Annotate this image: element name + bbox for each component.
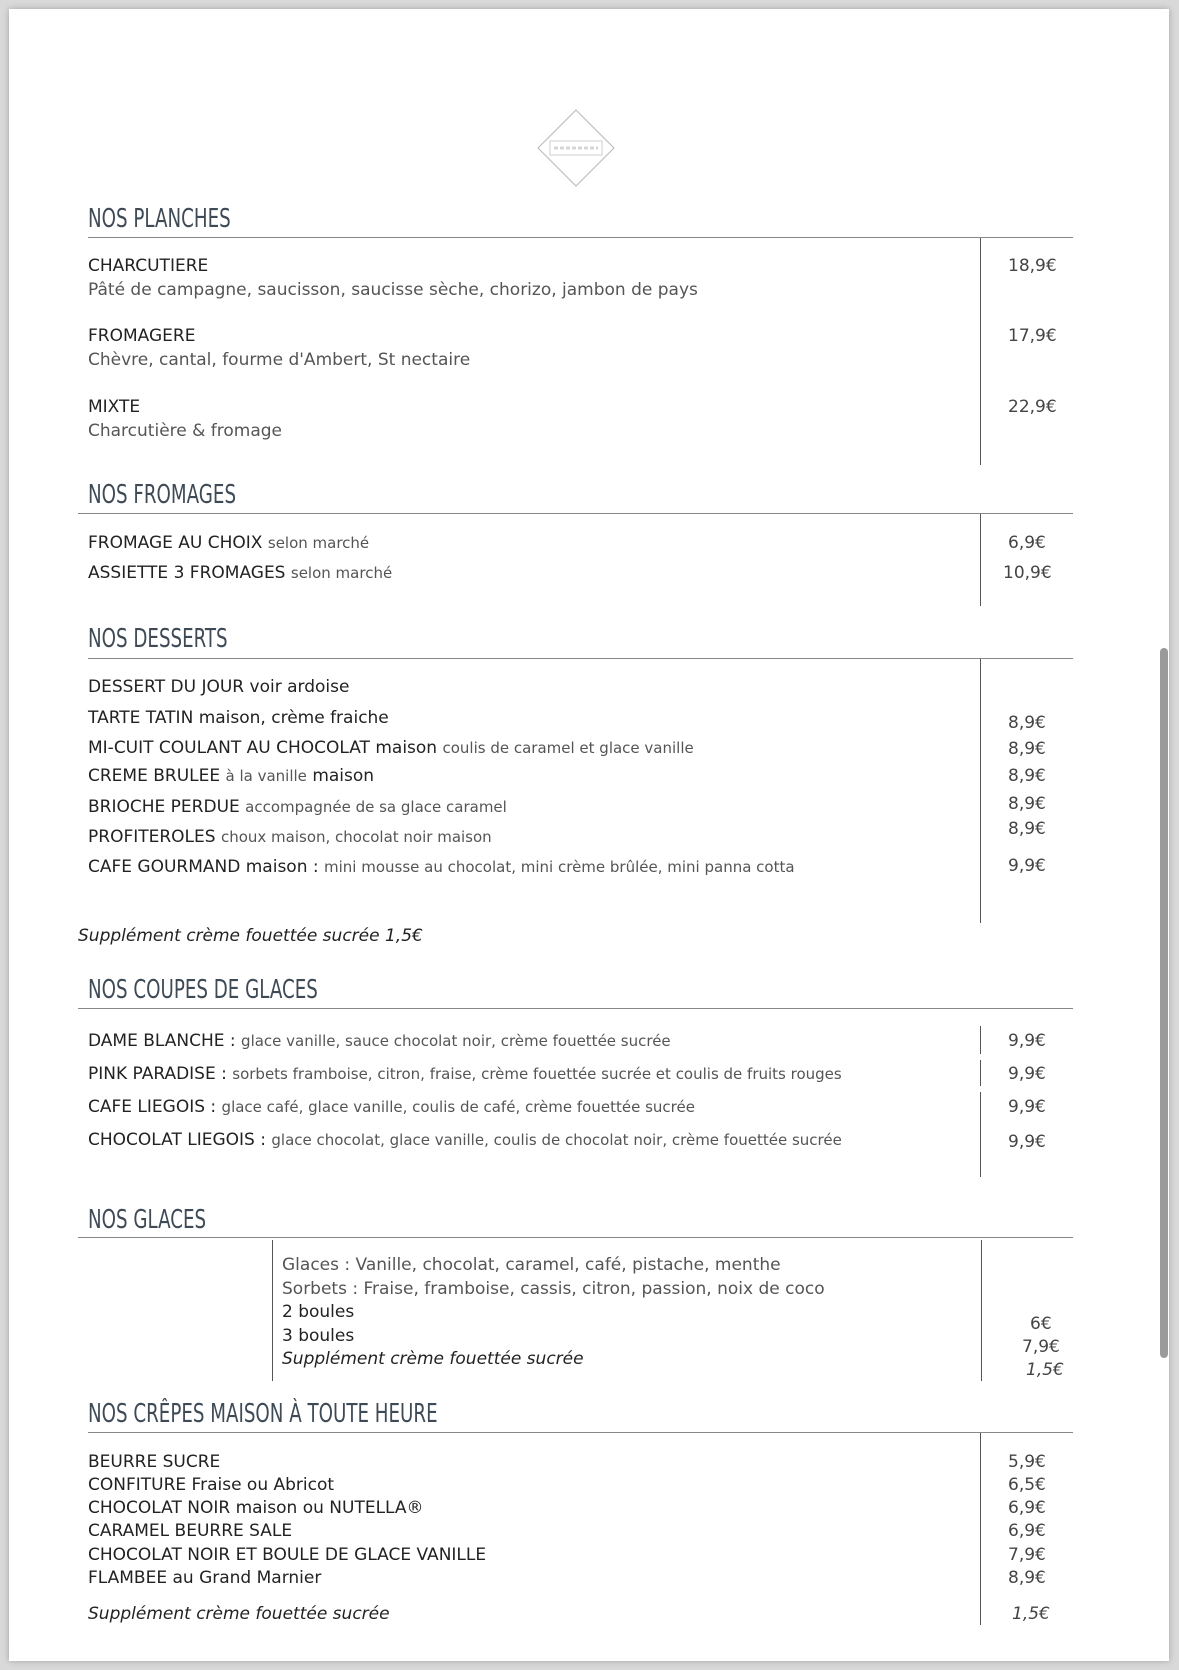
section-title-glaces: NOS GLACES xyxy=(88,1205,207,1235)
item-price: 9,9€ xyxy=(1008,1097,1046,1117)
divider xyxy=(88,237,1073,238)
item-price: 9,9€ xyxy=(1008,1031,1046,1051)
item-price: 6,9€ xyxy=(1008,1498,1046,1518)
item-row xyxy=(88,856,795,878)
item-row xyxy=(88,532,369,554)
item-price: 17,9€ xyxy=(1008,326,1057,346)
section-title-fromages: NOS FROMAGES xyxy=(88,480,237,510)
item-note: glace chocolat, glace vanille, coulis de chocolat noir, crème fouettée sucrée xyxy=(271,1131,842,1149)
item-name: MI-CUIT COULANT AU CHOCOLAT maison xyxy=(88,738,438,758)
item-price: 9,9€ xyxy=(1008,856,1046,876)
item-note: selon marché xyxy=(267,534,370,552)
item-note: mini mousse au chocolat, mini crème brûlée, mini panna cotta xyxy=(324,858,795,876)
section-title-desserts: NOS DESSERTS xyxy=(88,624,228,654)
item-price: 6,5€ xyxy=(1008,1475,1046,1495)
section-title-planches: NOS PLANCHES xyxy=(88,204,231,234)
item-name: MIXTE xyxy=(88,397,141,417)
item-note: glace café, glace vanille, coulis de café, crème fouettée sucrée xyxy=(221,1098,695,1116)
item-price: 6,9€ xyxy=(1008,533,1046,553)
item-price: 9,9€ xyxy=(1008,1064,1046,1084)
item-name: 3 boules xyxy=(282,1326,355,1346)
item-name: CAFE LIEGOIS : xyxy=(88,1097,217,1117)
item-note: à la vanille xyxy=(225,767,307,785)
divider xyxy=(88,1432,1073,1433)
item-price: 9,9€ xyxy=(1008,1132,1046,1152)
section-title-crepes: NOS CRÊPES MAISON À TOUTE HEURE xyxy=(88,1399,438,1429)
price-column-divider xyxy=(980,1060,981,1086)
price-column-divider xyxy=(980,659,981,923)
item-name: PINK PARADISE : xyxy=(88,1064,227,1084)
section-title-coupes: NOS COUPES DE GLACES xyxy=(88,975,318,1005)
item-price: 10,9€ xyxy=(1003,563,1052,583)
item-note: glace vanille, sauce chocolat noir, crème fouettée sucrée xyxy=(241,1032,671,1050)
vertical-scrollbar[interactable] xyxy=(1160,648,1168,1358)
divider xyxy=(78,1237,1073,1238)
item-name: CHOCOLAT LIEGOIS : xyxy=(88,1130,266,1150)
price-column-divider xyxy=(980,514,981,606)
divider xyxy=(78,1008,1073,1009)
item-price: 22,9€ xyxy=(1008,397,1057,417)
item-name: DAME BLANCHE : xyxy=(88,1031,236,1051)
item-note: coulis de caramel et glace vanille xyxy=(442,739,694,757)
item-name: DESSERT DU JOUR voir ardoise xyxy=(88,677,350,697)
item-name: PROFITEROLES xyxy=(88,827,216,847)
item-name: BRIOCHE PERDUE xyxy=(88,797,240,817)
item-name: TARTE TATIN maison, crème fraiche xyxy=(88,708,389,728)
price-column-divider xyxy=(980,1026,981,1054)
item-description: Chèvre, cantal, fourme d'Ambert, St nectaire xyxy=(88,350,471,370)
item-name: CARAMEL BEURRE SALE xyxy=(88,1521,293,1541)
item-price: 6€ xyxy=(1030,1314,1052,1334)
item-name: FROMAGERE xyxy=(88,326,196,346)
supplement-note: Supplément crème fouettée sucrée xyxy=(88,1604,390,1624)
restaurant-logo-icon xyxy=(536,108,616,188)
divider xyxy=(88,658,1073,659)
item-name: CHOCOLAT NOIR maison ou NUTELLA® xyxy=(88,1498,424,1518)
price-column-divider xyxy=(980,238,981,465)
item-price: 18,9€ xyxy=(1008,256,1057,276)
supplement-price: 1,5€ xyxy=(1026,1360,1064,1380)
item-note: selon marché xyxy=(290,564,393,582)
price-column-divider xyxy=(980,1092,981,1177)
item-row xyxy=(88,1129,842,1151)
item-price: 8,9€ xyxy=(1008,1568,1046,1588)
item-row xyxy=(88,737,694,759)
item-price: 8,9€ xyxy=(1008,739,1046,759)
item-name: 2 boules xyxy=(282,1302,355,1322)
item-row xyxy=(88,562,392,584)
item-row xyxy=(88,1030,671,1052)
item-name: BEURRE SUCRE xyxy=(88,1452,221,1472)
item-price: 7,9€ xyxy=(1022,1337,1060,1357)
item-row xyxy=(88,826,492,848)
column-divider xyxy=(272,1240,273,1381)
item-row xyxy=(88,796,507,818)
item-price: 5,9€ xyxy=(1008,1452,1046,1472)
item-description: Pâté de campagne, saucisson, saucisse sèche, chorizo, jambon de pays xyxy=(88,280,698,300)
item-row xyxy=(88,1063,842,1085)
item-name: ASSIETTE 3 FROMAGES xyxy=(88,563,286,583)
supplement-note: Supplément crème fouettée sucrée 1,5€ xyxy=(78,926,423,946)
item-name: FROMAGE AU CHOIX xyxy=(88,533,263,553)
item-name: CAFE GOURMAND maison : xyxy=(88,857,319,877)
supplement-price: 1,5€ xyxy=(1012,1604,1050,1624)
item-row xyxy=(88,1096,695,1118)
item-description: Charcutière & fromage xyxy=(88,421,283,441)
item-name: FLAMBEE au Grand Marnier xyxy=(88,1568,322,1588)
price-column-divider xyxy=(981,1240,982,1381)
item-name: CHARCUTIERE xyxy=(88,256,209,276)
item-price: 8,9€ xyxy=(1008,819,1046,839)
supplement-note: Supplément crème fouettée sucrée xyxy=(282,1349,584,1369)
item-price: 6,9€ xyxy=(1008,1521,1046,1541)
item-note: choux maison, chocolat noir maison xyxy=(220,828,492,846)
item-name-suffix: maison xyxy=(312,766,375,786)
item-name: CONFITURE Fraise ou Abricot xyxy=(88,1475,335,1495)
divider xyxy=(78,513,1073,514)
item-price: 8,9€ xyxy=(1008,794,1046,814)
item-note: accompagnée de sa glace caramel xyxy=(245,798,507,816)
flavours-sorbets: Sorbets : Fraise, framboise, cassis, citron, passion, noix de coco xyxy=(282,1279,825,1299)
item-price: 7,9€ xyxy=(1008,1545,1046,1565)
price-column-divider xyxy=(980,1433,981,1625)
item-price: 8,9€ xyxy=(1008,766,1046,786)
item-note: sorbets framboise, citron, fraise, crème fouettée sucrée et coulis de fruits rouges xyxy=(232,1065,842,1083)
item-price: 8,9€ xyxy=(1008,713,1046,733)
flavours-glaces: Glaces : Vanille, chocolat, caramel, café, pistache, menthe xyxy=(282,1255,781,1275)
item-row xyxy=(88,765,374,787)
item-name: CHOCOLAT NOIR ET BOULE DE GLACE VANILLE xyxy=(88,1545,487,1565)
item-name: CREME BRULEE xyxy=(88,766,221,786)
